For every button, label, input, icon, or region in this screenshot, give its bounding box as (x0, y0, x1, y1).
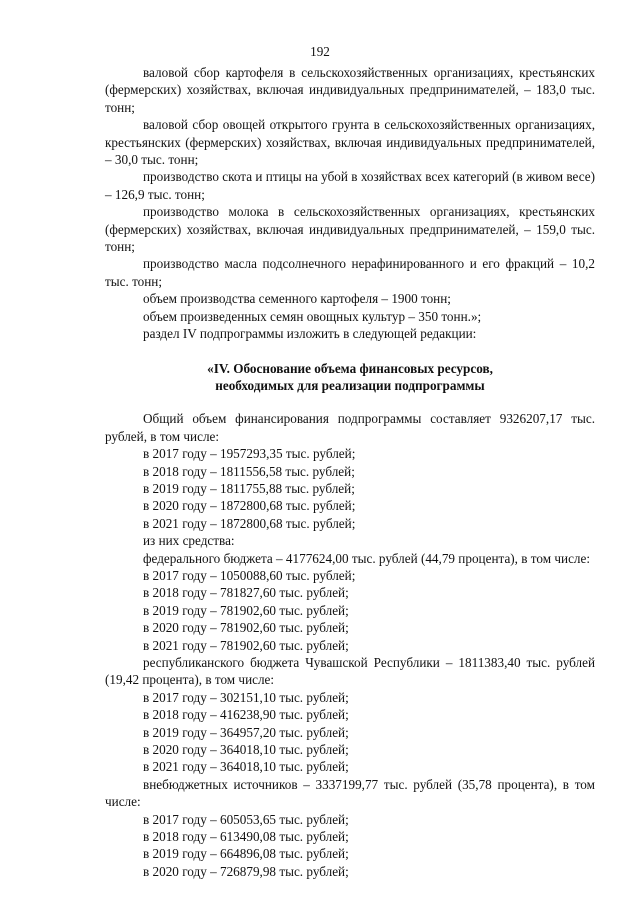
year-line: в 2019 году – 1811755,88 тыс. рублей; (143, 480, 355, 496)
paragraph: производство молока в сельскохозяйственных организациях, крестьянских (фермерских) хозяйствах, включая индивидуальных предпринимателей, – 159,0 тыс. тонн; (105, 204, 595, 255)
year-line: в 2020 году – 364018,10 тыс. рублей; (143, 742, 349, 758)
year-line: в 2018 году – 781827,60 тыс. рублей; (143, 585, 349, 601)
year-line: в 2020 году – 781902,60 тыс. рублей; (143, 620, 349, 636)
year-line: в 2020 году – 1872800,68 тыс. рублей; (143, 498, 356, 514)
total-funding-paragraph: Общий объем финансирования подпрограммы составляет 9326207,17 тыс. рублей, в том числе: (105, 411, 595, 444)
year-line: в 2018 году – 416238,90 тыс. рублей; (143, 707, 349, 723)
year-line: в 2017 году – 605053,65 тыс. рублей; (143, 811, 349, 827)
year-line: в 2017 году – 1957293,35 тыс. рублей; (143, 446, 356, 462)
year-line: в 2018 году – 1811556,58 тыс. рублей; (143, 463, 355, 479)
paragraph: объем произведенных семян овощных культур – 350 тонн.»; (143, 308, 482, 324)
year-line: в 2021 году – 781902,60 тыс. рублей; (143, 637, 349, 653)
page-content (105, 64, 595, 880)
paragraph: производство скота и птицы на убой в хозяйствах всех категорий (в живом весе) – 126,9 тыс. тонн; (105, 169, 595, 202)
year-line: в 2017 году – 1050088,60 тыс. рублей; (143, 567, 356, 583)
year-line: в 2021 году – 1872800,68 тыс. рублей; (143, 515, 356, 531)
paragraph: раздел IV подпрограммы изложить в следующей редакции: (143, 326, 477, 342)
paragraph: валовой сбор овощей открытого грунта в сельскохозяйственных организациях, крестьянских (фермерских) хозяйствах, включая индивидуальных предпринимателей, – 30,0 тыс. тонн; (105, 117, 595, 168)
extrabudgetary-paragraph: внебюджетных источников – 3337199,77 тыс. рублей (35,78 процента), в том числе: (105, 776, 595, 810)
section-heading (105, 360, 595, 395)
year-line: в 2019 году – 781902,60 тыс. рублей; (143, 602, 349, 618)
of-them-line: из них средства: (143, 533, 235, 549)
page-number: 192 (310, 44, 330, 59)
year-line: в 2017 году – 302151,10 тыс. рублей; (143, 689, 349, 705)
year-line: в 2021 году – 364018,10 тыс. рублей; (143, 759, 349, 775)
year-line: в 2019 году – 664896,08 тыс. рублей; (143, 846, 349, 862)
paragraph: производство масла подсолнечного нерафинированного и его фракций – 10,2 тыс. тонн; (105, 256, 595, 289)
year-line: в 2018 году – 613490,08 тыс. рублей; (143, 829, 349, 845)
paragraph: валовой сбор картофеля в сельскохозяйственных организациях, крестьянских (фермерских) хозяйствах, включая индивидуальных предпринимателей, – 183,0 тыс. тонн; (105, 65, 595, 115)
section-heading-line-1: «IV. Обоснование объема финансовых ресурсов, (207, 360, 493, 376)
year-line: в 2019 году – 364957,20 тыс. рублей; (143, 724, 349, 740)
year-line: в 2020 году – 726879,98 тыс. рублей; (143, 863, 349, 879)
federal-budget-paragraph: федерального бюджета – 4177624,00 тыс. рублей (44,79 процента), в том числе: (143, 550, 591, 566)
section-heading-line-2: необходимых для реализации подпрограммы (215, 377, 485, 393)
republic-budget-paragraph: республиканского бюджета Чувашской Республики – 1811383,40 тыс. рублей (19,42 процента), в том числе: (105, 655, 595, 688)
paragraph: объем производства семенного картофеля – 1900 тонн; (143, 291, 451, 307)
